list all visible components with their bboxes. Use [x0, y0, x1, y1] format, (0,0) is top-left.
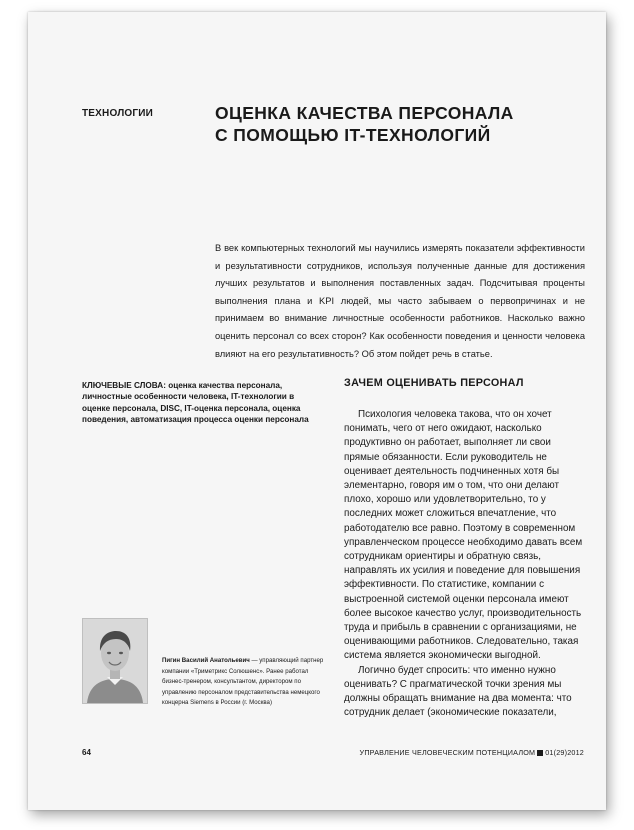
footer-journal — [360, 748, 584, 757]
body-paragraph-1: Психология человека такова, что он хочет понимать, чего от него ожидают, насколько продуктивно он работает, выполняет ли свои прямые обязанности. Если руководитель не оценивает деятельность подчиненных хотя бы элементарно, говоря им о том, что они делают плохо, хорошо или удовлетворительно, то у последних может сложиться впечатление, что работодателю все равно. Поэтому в современном управленческом процессе необходимо давать всем сотрудникам ориентиры и обратную связь, направлять их усилия и поведение для повышения эффективности. По статистике, компании с выстроенной системой оценки персонала имеют более высокое качество услуг, производительность труда и прибыль в сравнении с организациями, не оценивающими работников. Следовательно, такая система является экономически выгодной. — [344, 409, 583, 662]
journal-issue: 01(29)2012 — [545, 748, 584, 757]
square-bullet-icon — [537, 750, 543, 756]
article-title — [215, 102, 575, 146]
body-paragraph-2: Логично будет спросить: что именно нужно оценивать? С прагматической точки зрения мы должны обращать внимание на два момента: что сотрудник делает (экономические показатели, — [344, 664, 572, 719]
page-number: 64 — [82, 748, 91, 757]
author-name: Пигин Василий Анатольевич — [162, 657, 250, 664]
journal-title: УПРАВЛЕНИЕ ЧЕЛОВЕЧЕСКИМ ПОТЕНЦИАЛОМ — [359, 748, 536, 757]
section-label: ТЕХНОЛОГИИ — [82, 108, 154, 119]
magazine-page — [28, 12, 606, 810]
keywords: КЛЮЧЕВЫЕ СЛОВА: оценка качества персонала, личностные особенности человека, IT-технологии в оценке персонала, DISC, IT-оценка персонала, оценка поведения, автоматизация процесса оценки персонала — [82, 381, 309, 424]
author-photo — [82, 618, 148, 704]
article-title-line-1: ОЦЕНКА КАЧЕСТВА ПЕРСОНАЛА — [215, 103, 514, 123]
author-portrait-icon — [83, 619, 147, 703]
section-subheading: ЗАЧЕМ ОЦЕНИВАТЬ ПЕРСОНАЛ — [344, 377, 524, 389]
author-bio — [162, 656, 324, 709]
author-description: — управляющий партнер компании «Триметрикс Солюшенс». Ранее работал бизнес-тренером, консультантом, директором по управлению персоналом представительства немецкого концерна Siemens в России (г. Москва) — [162, 657, 324, 707]
article-body — [344, 408, 584, 720]
article-lead: В век компьютерных технологий мы научились измерять показатели эффективности и результативности сотрудников, используя полученные данные для достижения лучших результатов и выполнения поставленных задач. Подсчитывая проценты выполнения плана и KPI людей, мы часто забываем о первопричинах и не принимаем во внимание личностные особенности работников. Насколько важно оценить персонал со всех сторон? Как особенности поведения и ценности человека влияют на его результативность? Об этом пойдет речь в статье. — [215, 243, 585, 359]
article-title-line-2: С ПОМОЩЬЮ IT-ТЕХНОЛОГИЙ — [215, 125, 491, 145]
